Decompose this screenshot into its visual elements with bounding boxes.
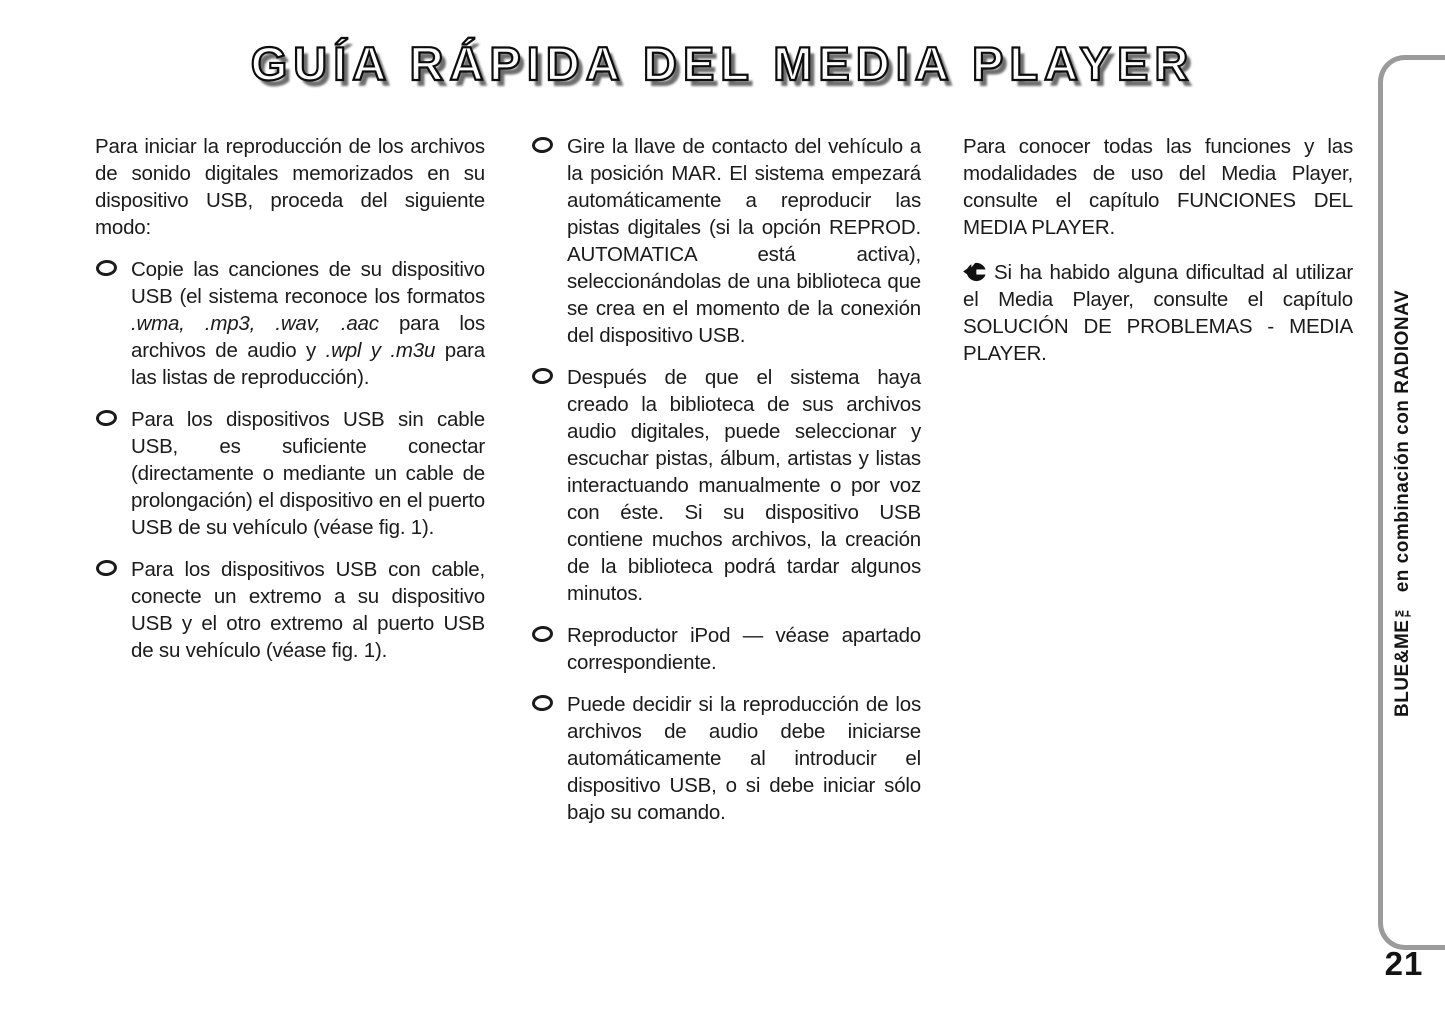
- column-center: [531, 133, 921, 841]
- bullet-circle-icon: [531, 625, 553, 643]
- bullet-item: [531, 691, 921, 826]
- cross-reference-arrow-icon: [963, 262, 987, 282]
- bullet-circle-icon: [531, 136, 553, 154]
- bullet-item: [531, 364, 921, 607]
- bullet-text: Gire la llave de contacto del vehículo a la posición MAR. El sistema empezará automáticamente a reproducir las pistas digitales (si la opción REPROD. AUTOMATICA está activa), seleccionándolas de una biblioteca que se crea en el momento de la conexión del dispositivo USB.: [567, 135, 921, 347]
- bullet-text-part: para las listas de reproducción).: [131, 339, 485, 389]
- bullet-item: [95, 556, 485, 664]
- bullet-text: Puede decidir si la reproducción de los archivos de audio debe iniciarse automáticamente al introducir el dispositivo USB, o si debe iniciar sólo bajo su comando.: [567, 693, 921, 824]
- file-formats-playlist: .wpl y .m3u: [325, 339, 436, 362]
- bullet-circle-icon: [95, 259, 117, 277]
- bullet-text-part: para los archivos de audio y: [131, 312, 486, 362]
- note-text: Si ha habido alguna dificultad al utilizar el Media Player, consulte el capítulo SOLUCIÓN DE PROBLEMAS - MEDIA PLAYER.: [963, 261, 1353, 365]
- bullet-text-part: Copie las canciones de su dispositivo USB (el sistema reconoce los formatos: [131, 258, 485, 308]
- column-right: [963, 133, 1353, 382]
- closing-paragraph: Para conocer todas las funciones y las modalidades de uso del Media Player, consulte el capítulo FUNCIONES DEL MEDIA PLAYER.: [963, 135, 1353, 239]
- bullet-text: Para los dispositivos USB sin cable USB, es suficiente conectar (directamente o mediante un cable de prolongación) el dispositivo en el puerto USB de su vehículo (véase fig. 1).: [131, 408, 485, 539]
- bullet-circle-icon: [531, 694, 553, 712]
- bullet-item: [531, 622, 921, 676]
- file-formats-audio: .wma, .mp3, .wav, .aac: [131, 312, 379, 335]
- bullet-text: Reproductor iPod — véase apartado correspondiente.: [567, 624, 921, 674]
- bullet-circle-icon: [531, 367, 553, 385]
- bullet-text: Para los dispositivos USB con cable, conecte un extremo a su dispositivo USB y el otro extremo al puerto USB de su vehículo (véase fig. 1).: [131, 558, 485, 662]
- intro-paragraph: Para iniciar la reproducción de los archivos de sonido digitales memorizados en su dispositivo USB, proceda del siguiente modo:: [95, 135, 485, 239]
- cross-reference-note: [963, 259, 1353, 367]
- bullet-text: Después de que el sistema haya creado la biblioteca de sus archivos audio digitales, puede seleccionar y escuchar pistas, álbum, artistas y listas interactuando manualmente o por voz con éste. Si su dispositivo USB contiene muchos archivos, la creación de la biblioteca podrá tardar algunos minutos.: [567, 366, 921, 605]
- bullet-circle-icon: [95, 559, 117, 577]
- bullet-item: [95, 256, 485, 391]
- bullet-text: [131, 258, 485, 389]
- bullet-circle-icon: [95, 409, 117, 427]
- bullet-item: [531, 133, 921, 349]
- sidebar-chapter-label: BLUE&ME™ en combinación con RADIONAV: [1392, 289, 1413, 717]
- page-title: GUÍA RÁPIDA DEL MEDIA PLAYER: [250, 37, 1195, 90]
- bullet-item: [95, 406, 485, 541]
- column-left: [95, 133, 485, 679]
- page-number: 21: [1384, 945, 1424, 982]
